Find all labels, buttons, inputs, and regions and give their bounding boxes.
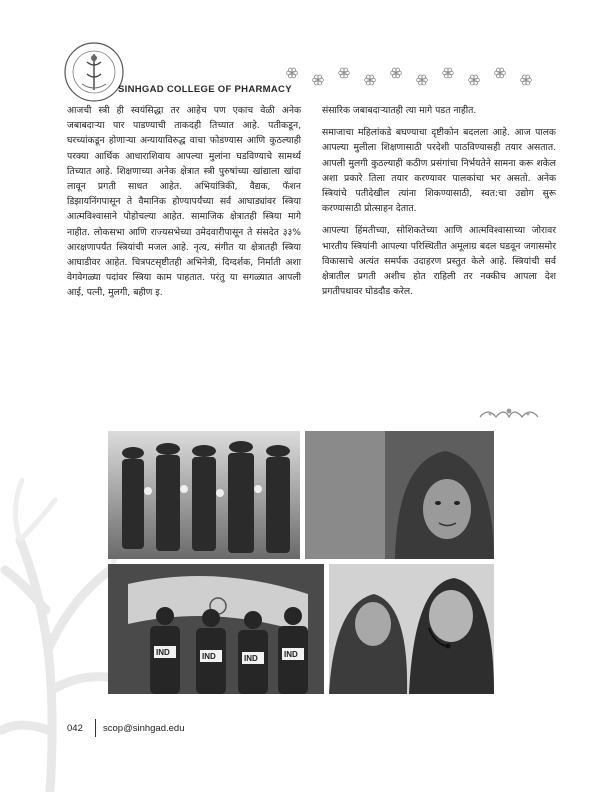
college-seal-logo [62, 40, 126, 104]
flower-ornament-icon [365, 75, 376, 85]
left-paragraph-1: आजची स्त्री ही स्वयंसिद्धा तर आहेच पण एकाच वेळी अनेक जबाबदाऱ्या पार पाडण्याची ताकदही तिच्यात आहे. पतीकडून, घरच्यांकडून होणाऱ्या अन्यायाविरुद्ध वाचा फोडण्यास आणि कुठल्याही परक्या आर्थिक आधाराशिवाय आपल्या मुलांना घडविण्याचे सामर्थ्य तिच्यात आहे. शिक्षणाच्या अनेक क्षेत्रात स्त्री पुरुषांच्या खांद्याला खांदा लावून प्रगती साधत आहेत. अभियांत्रिकी, वैद्यक, फॅशन डिझायनिंगपासून ते वैमानिक होण्यापर्यंच्या सर्व आघाड्यांवर स्त्रिया आत्मविश्वासाने पोहोचल्या आहेत. सामाजिक क्षेत्रातही स्त्रिया मागे नाहीत. लोकसभा आणि राज्यसभेच्या उमेदवारीपासून ते संसदेत ३३% आरक्षणापर्यंत स्त्रियांची मजल आहे. नृत्य, संगीत या क्षेत्रातही स्त्रिया आघाडीवर आहेत. चित्रपटसृष्टीतही अभिनेत्री, दिग्दर्शक, निर्माती अशा वेगवेगळ्या पदांवर स्त्रिया काम पाहतात. परंतु या सगळ्यात आपली आई, पत्नी, मुलगी, बहीण इ. [67, 105, 301, 299]
athlete-bib-2: IND [202, 652, 216, 661]
flower-ornament-icon [443, 68, 454, 78]
athlete-bib-1: IND [156, 648, 170, 657]
flower-ornament-icon [391, 68, 402, 78]
left-text-column [67, 103, 301, 308]
footer-email-link[interactable]: scop@sinhgad.edu [103, 723, 185, 734]
right-paragraph-2: समाजाचा महिलांकडे बघण्याचा दृष्टीकोन बदलला आहे. आज पालक आपल्या मुलीला शिक्षणासाठी परदेशी पाठविण्यासही तयार असतात. आपली मुलगी कुठल्याही कठीण प्रसंगांचा निर्भयतेने सामना करू शकेल अशा प्रकारे तिला तयार करण्यावर पालकांचा भर असतो. अनेक स्त्रियांचे पतीदेखील त्यांना शिकण्यासाठी, स्वत:चा उद्योग सुरू करण्यासाठी प्रोत्साहन देतात. [322, 127, 556, 215]
section-divider-ornament [478, 405, 540, 421]
flower-ornament-icon [521, 75, 532, 85]
header-ornament-band [280, 64, 540, 90]
athlete-bib-3: IND [244, 654, 258, 663]
army-parade-photo-icon [108, 431, 300, 559]
flower-ornament-icon [339, 68, 350, 78]
right-paragraph-1: संसारिक जबाबदाऱ्यातही त्या मागे पडत नाहीत. [322, 105, 477, 116]
flower-ornament-icon [287, 68, 298, 78]
photo-athletes-with-flag [108, 564, 324, 694]
photo-women-army-parade [108, 431, 300, 559]
photo-village-woman-portrait [305, 431, 494, 559]
flower-ornament-icon [417, 75, 428, 85]
athletes-flag-photo-icon [108, 564, 324, 694]
photo-call-center-women [329, 564, 494, 694]
flower-ornament-icon [469, 75, 480, 85]
right-text-column [322, 103, 556, 306]
flower-ornament-icon [313, 75, 324, 85]
college-name: SINHGAD COLLEGE OF PHARMACY [118, 84, 292, 95]
flower-ornament-row-icon [280, 64, 540, 90]
woman-portrait-photo-icon [305, 431, 494, 559]
right-paragraph-3: आपल्या हिंमतीच्या, सोशिकतेच्या आणि आत्मविश्वासाच्या जोरावर भारतीय स्त्रियांनी आपल्या परिस्थितीत अमूलाग्र बदल घडवून जगासमोर विकासाचे अत्यंत समर्पक उदाहरण प्रस्तुत केले आहे. स्त्रियांची सर्व क्षेत्रातील प्रगती अशीच होत राहिली तर नक्कीच आपला देश प्रगतीपथावर घोडदौड करेल. [322, 225, 556, 298]
page-number: 042 [67, 723, 83, 734]
footer-separator [95, 719, 96, 737]
floral-divider-icon [478, 405, 540, 421]
athlete-bib-4: IND [284, 650, 298, 659]
flower-ornament-icon [495, 68, 506, 78]
college-seal-icon [62, 40, 126, 104]
call-center-photo-icon [329, 564, 494, 694]
